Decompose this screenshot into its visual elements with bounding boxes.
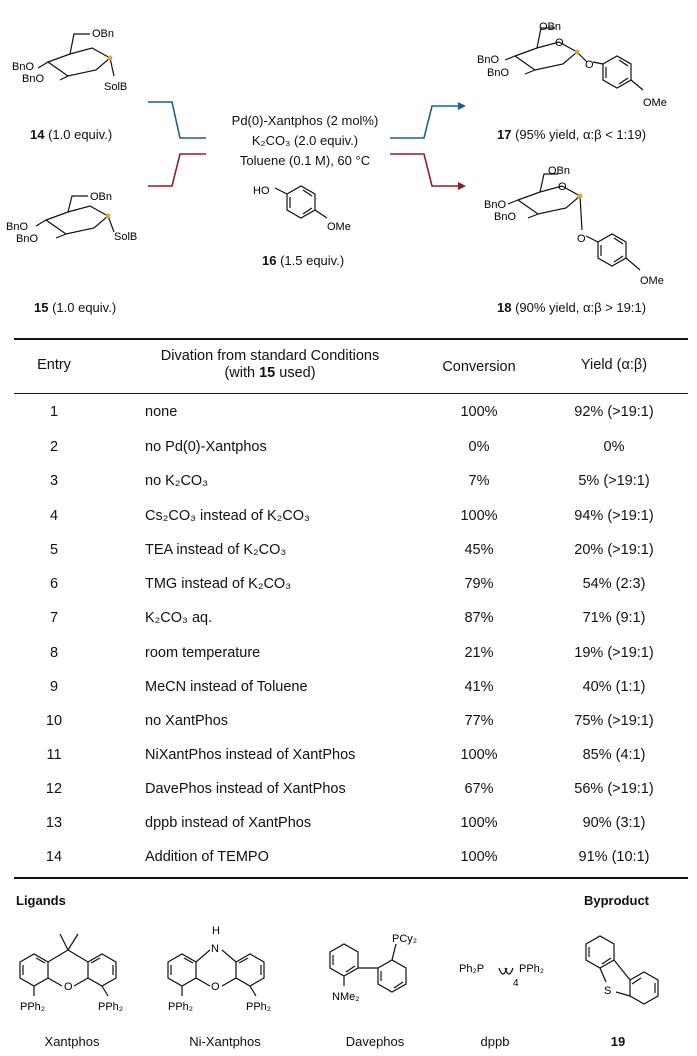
xantphos-o: O — [64, 981, 73, 993]
product-18-label-bno-2: BnO — [494, 211, 517, 223]
substrate-14-structure — [8, 18, 138, 118]
cell-conversion: 100% — [460, 747, 498, 763]
product-17-label-ring-o: O — [555, 37, 564, 49]
cell-yield: 56% (>19:1) — [574, 781, 654, 797]
cell-conversion: 100% — [460, 815, 498, 831]
xantphos-name: Xantphos — [44, 1034, 100, 1049]
product-18-label-link-o: O — [577, 233, 586, 245]
table-row — [14, 637, 688, 671]
conditions-base: K₂CO₃ (2.0 equiv.) — [251, 133, 359, 148]
table-row — [14, 500, 688, 534]
blue-arrow-in — [148, 102, 206, 138]
nixantphos-o: O — [211, 981, 220, 993]
cell-conversion: 87% — [464, 610, 494, 626]
dppb-pph2: PPh₂ — [519, 963, 545, 975]
header-yield: Yield (α:β) — [580, 357, 648, 373]
byproduct-19-s: S — [604, 985, 612, 997]
davephos-nme2: NMe₂ — [332, 991, 360, 1003]
conditions-catalyst: Pd(0)-Xantphos (2 mol%) — [231, 113, 379, 128]
cell-yield: 20% (>19:1) — [574, 542, 654, 558]
cell-deviation: TEA instead of K₂CO₃ — [145, 542, 287, 558]
table-row — [14, 739, 688, 773]
cell-entry: 2 — [49, 439, 59, 455]
header-deviation-line1: Divation from standard Conditions — [160, 348, 380, 364]
product-18-label-bno-1: BnO — [484, 199, 507, 211]
table-top-rule — [14, 338, 688, 340]
table-row — [14, 465, 688, 499]
table-row — [14, 396, 688, 430]
product-17-label-obn: OBn — [539, 21, 562, 33]
cell-deviation: Cs₂CO₃ instead of K₂CO₃ — [145, 508, 310, 524]
product-17-caption: 17 (95% yield, α:β < 1:19) — [497, 127, 647, 142]
table-row — [14, 773, 688, 807]
header-entry: Entry — [37, 357, 71, 373]
cell-yield: 71% (9:1) — [582, 610, 646, 626]
phenol-16-label-ho: HO — [253, 185, 270, 197]
byproduct-19-name: 19 — [610, 1034, 626, 1049]
cell-entry: 9 — [49, 679, 59, 695]
header-conversion: Conversion — [442, 359, 516, 375]
xantphos-pph2-left: PPh₂ — [20, 1001, 46, 1013]
cell-entry: 5 — [49, 542, 59, 558]
cell-entry: 4 — [49, 508, 59, 524]
cell-entry: 11 — [46, 747, 62, 763]
byproduct-heading: Byproduct — [584, 893, 649, 908]
cell-entry: 14 — [45, 849, 63, 865]
substrate-15-label-obn: OBn — [90, 191, 113, 203]
cell-entry: 6 — [49, 576, 59, 592]
red-arrow-in — [148, 154, 206, 186]
cell-yield: 54% (2:3) — [582, 576, 646, 592]
cell-yield: 5% (>19:1) — [578, 473, 650, 489]
product-17-label-ome: OMe — [643, 97, 667, 109]
cell-conversion: 67% — [464, 781, 494, 797]
substrate-14-label-bno-2: BnO — [22, 73, 45, 85]
cell-deviation: no Pd(0)-Xantphos — [145, 439, 267, 455]
cell-conversion: 100% — [460, 508, 498, 524]
cell-entry: 1 — [49, 404, 59, 420]
substrate-14-caption: 14 (1.0 equiv.) — [30, 127, 113, 142]
substrate-14-label-obn: OBn — [92, 28, 115, 40]
davephos-structure — [316, 920, 436, 1020]
table-header-rule — [14, 393, 688, 394]
nixantphos-structure — [158, 920, 293, 1022]
cell-yield: 91% (10:1) — [578, 849, 650, 865]
phenol-16-structure — [245, 180, 365, 250]
product-17-label-link-o: O — [585, 59, 594, 71]
cell-yield: 94% (>19:1) — [574, 508, 654, 524]
cell-yield: 40% (1:1) — [582, 679, 646, 695]
cell-yield: 75% (>19:1) — [574, 713, 654, 729]
cell-entry: 13 — [45, 815, 63, 831]
substrate-15-label-solb: SolB — [114, 231, 138, 243]
substrate-15-label-bno-2: BnO — [16, 233, 39, 245]
conditions-solvent: Toluene (0.1 M), 60 °C — [239, 153, 371, 168]
cell-deviation: none — [145, 404, 178, 420]
cell-deviation: room temperature — [145, 645, 261, 661]
cell-entry: 8 — [49, 645, 59, 661]
header-deviation — [130, 348, 410, 382]
nixantphos-pph2-right: PPh₂ — [246, 1001, 272, 1013]
cell-conversion: 21% — [464, 645, 494, 661]
product-17-structure — [475, 10, 690, 120]
cell-deviation: Addition of TEMPO — [145, 849, 269, 865]
table-row — [14, 431, 688, 465]
cell-deviation: no K₂CO₃ — [145, 473, 209, 489]
cell-conversion: 7% — [468, 473, 490, 489]
table-row — [14, 534, 688, 568]
cell-yield: 0% — [603, 439, 625, 455]
table-row — [14, 807, 688, 841]
substrate-14-label-solb: SolB — [104, 81, 128, 93]
product-18-caption: 18 (90% yield, α:β > 19:1) — [497, 300, 647, 315]
product-17-label-bno-2: BnO — [487, 67, 510, 79]
cell-deviation: NiXantPhos instead of XantPhos — [145, 747, 356, 763]
byproduct-19-structure — [580, 928, 680, 1018]
xantphos-pph2-right: PPh₂ — [98, 1001, 124, 1013]
dppb-name: dppb — [480, 1034, 510, 1049]
cell-deviation: MeCN instead of Toluene — [145, 679, 308, 695]
blue-arrowhead — [458, 102, 466, 110]
dppb-subscript-4: 4 — [513, 978, 519, 989]
phenol-16-label-ome: OMe — [327, 221, 351, 233]
cell-deviation: TMG instead of K₂CO₃ — [145, 576, 292, 592]
product-17-label-bno-1: BnO — [477, 54, 500, 66]
substrate-15-label-bno-1: BnO — [6, 221, 29, 233]
product-18-label-obn: OBn — [548, 165, 571, 177]
table-row — [14, 568, 688, 602]
cell-yield: 90% (3:1) — [582, 815, 646, 831]
table-row — [14, 705, 688, 739]
table-row — [14, 671, 688, 705]
product-18-label-ring-o: O — [558, 181, 567, 193]
davephos-pcy2: PCy₂ — [392, 933, 418, 945]
cell-deviation: DavePhos instead of XantPhos — [145, 781, 346, 797]
table-row — [14, 602, 688, 636]
table-row — [14, 841, 688, 875]
davephos-name: Davephos — [345, 1034, 405, 1049]
cell-yield: 19% (>19:1) — [574, 645, 654, 661]
cell-conversion: 100% — [460, 404, 498, 420]
cell-yield: 85% (4:1) — [582, 747, 646, 763]
cell-deviation: no XantPhos — [145, 713, 229, 729]
dppb-ph2p: Ph₂P — [459, 963, 485, 975]
header-deviation-line2: (with 15 used) — [224, 365, 316, 381]
cell-entry: 10 — [45, 713, 63, 729]
reaction-scheme — [0, 0, 697, 330]
xantphos-structure — [10, 922, 145, 1022]
cell-conversion: 45% — [464, 542, 494, 558]
product-18-label-ome: OMe — [640, 275, 664, 287]
cell-conversion: 77% — [464, 713, 494, 729]
substrate-15-caption: 15 (1.0 equiv.) — [34, 300, 117, 315]
ligands-heading: Ligands — [16, 893, 66, 908]
cell-deviation: K₂CO₃ aq. — [145, 610, 213, 626]
dppb-structure — [455, 952, 565, 992]
red-arrowhead — [458, 182, 466, 190]
phenol-16-caption: 16 (1.5 equiv.) — [262, 253, 345, 268]
substrate-14-label-bno-1: BnO — [12, 61, 35, 73]
cell-conversion: 0% — [468, 439, 490, 455]
cell-entry: 12 — [45, 781, 63, 797]
cell-entry: 7 — [49, 610, 59, 626]
cell-entry: 3 — [49, 473, 59, 489]
cell-deviation: dppb instead of XantPhos — [145, 815, 312, 831]
table-bottom-rule — [14, 877, 688, 879]
cell-yield: 92% (>19:1) — [574, 404, 654, 420]
nixantphos-pph2-left: PPh₂ — [168, 1001, 194, 1013]
nixantphos-h: H — [212, 925, 220, 937]
nixantphos-n: N — [211, 943, 219, 955]
product-18-structure — [480, 160, 690, 292]
cell-conversion: 41% — [464, 679, 494, 695]
nixantphos-name: Ni-Xantphos — [189, 1034, 261, 1049]
cell-conversion: 79% — [464, 576, 494, 592]
substrate-15-structure — [4, 188, 154, 268]
cell-conversion: 100% — [460, 849, 498, 865]
